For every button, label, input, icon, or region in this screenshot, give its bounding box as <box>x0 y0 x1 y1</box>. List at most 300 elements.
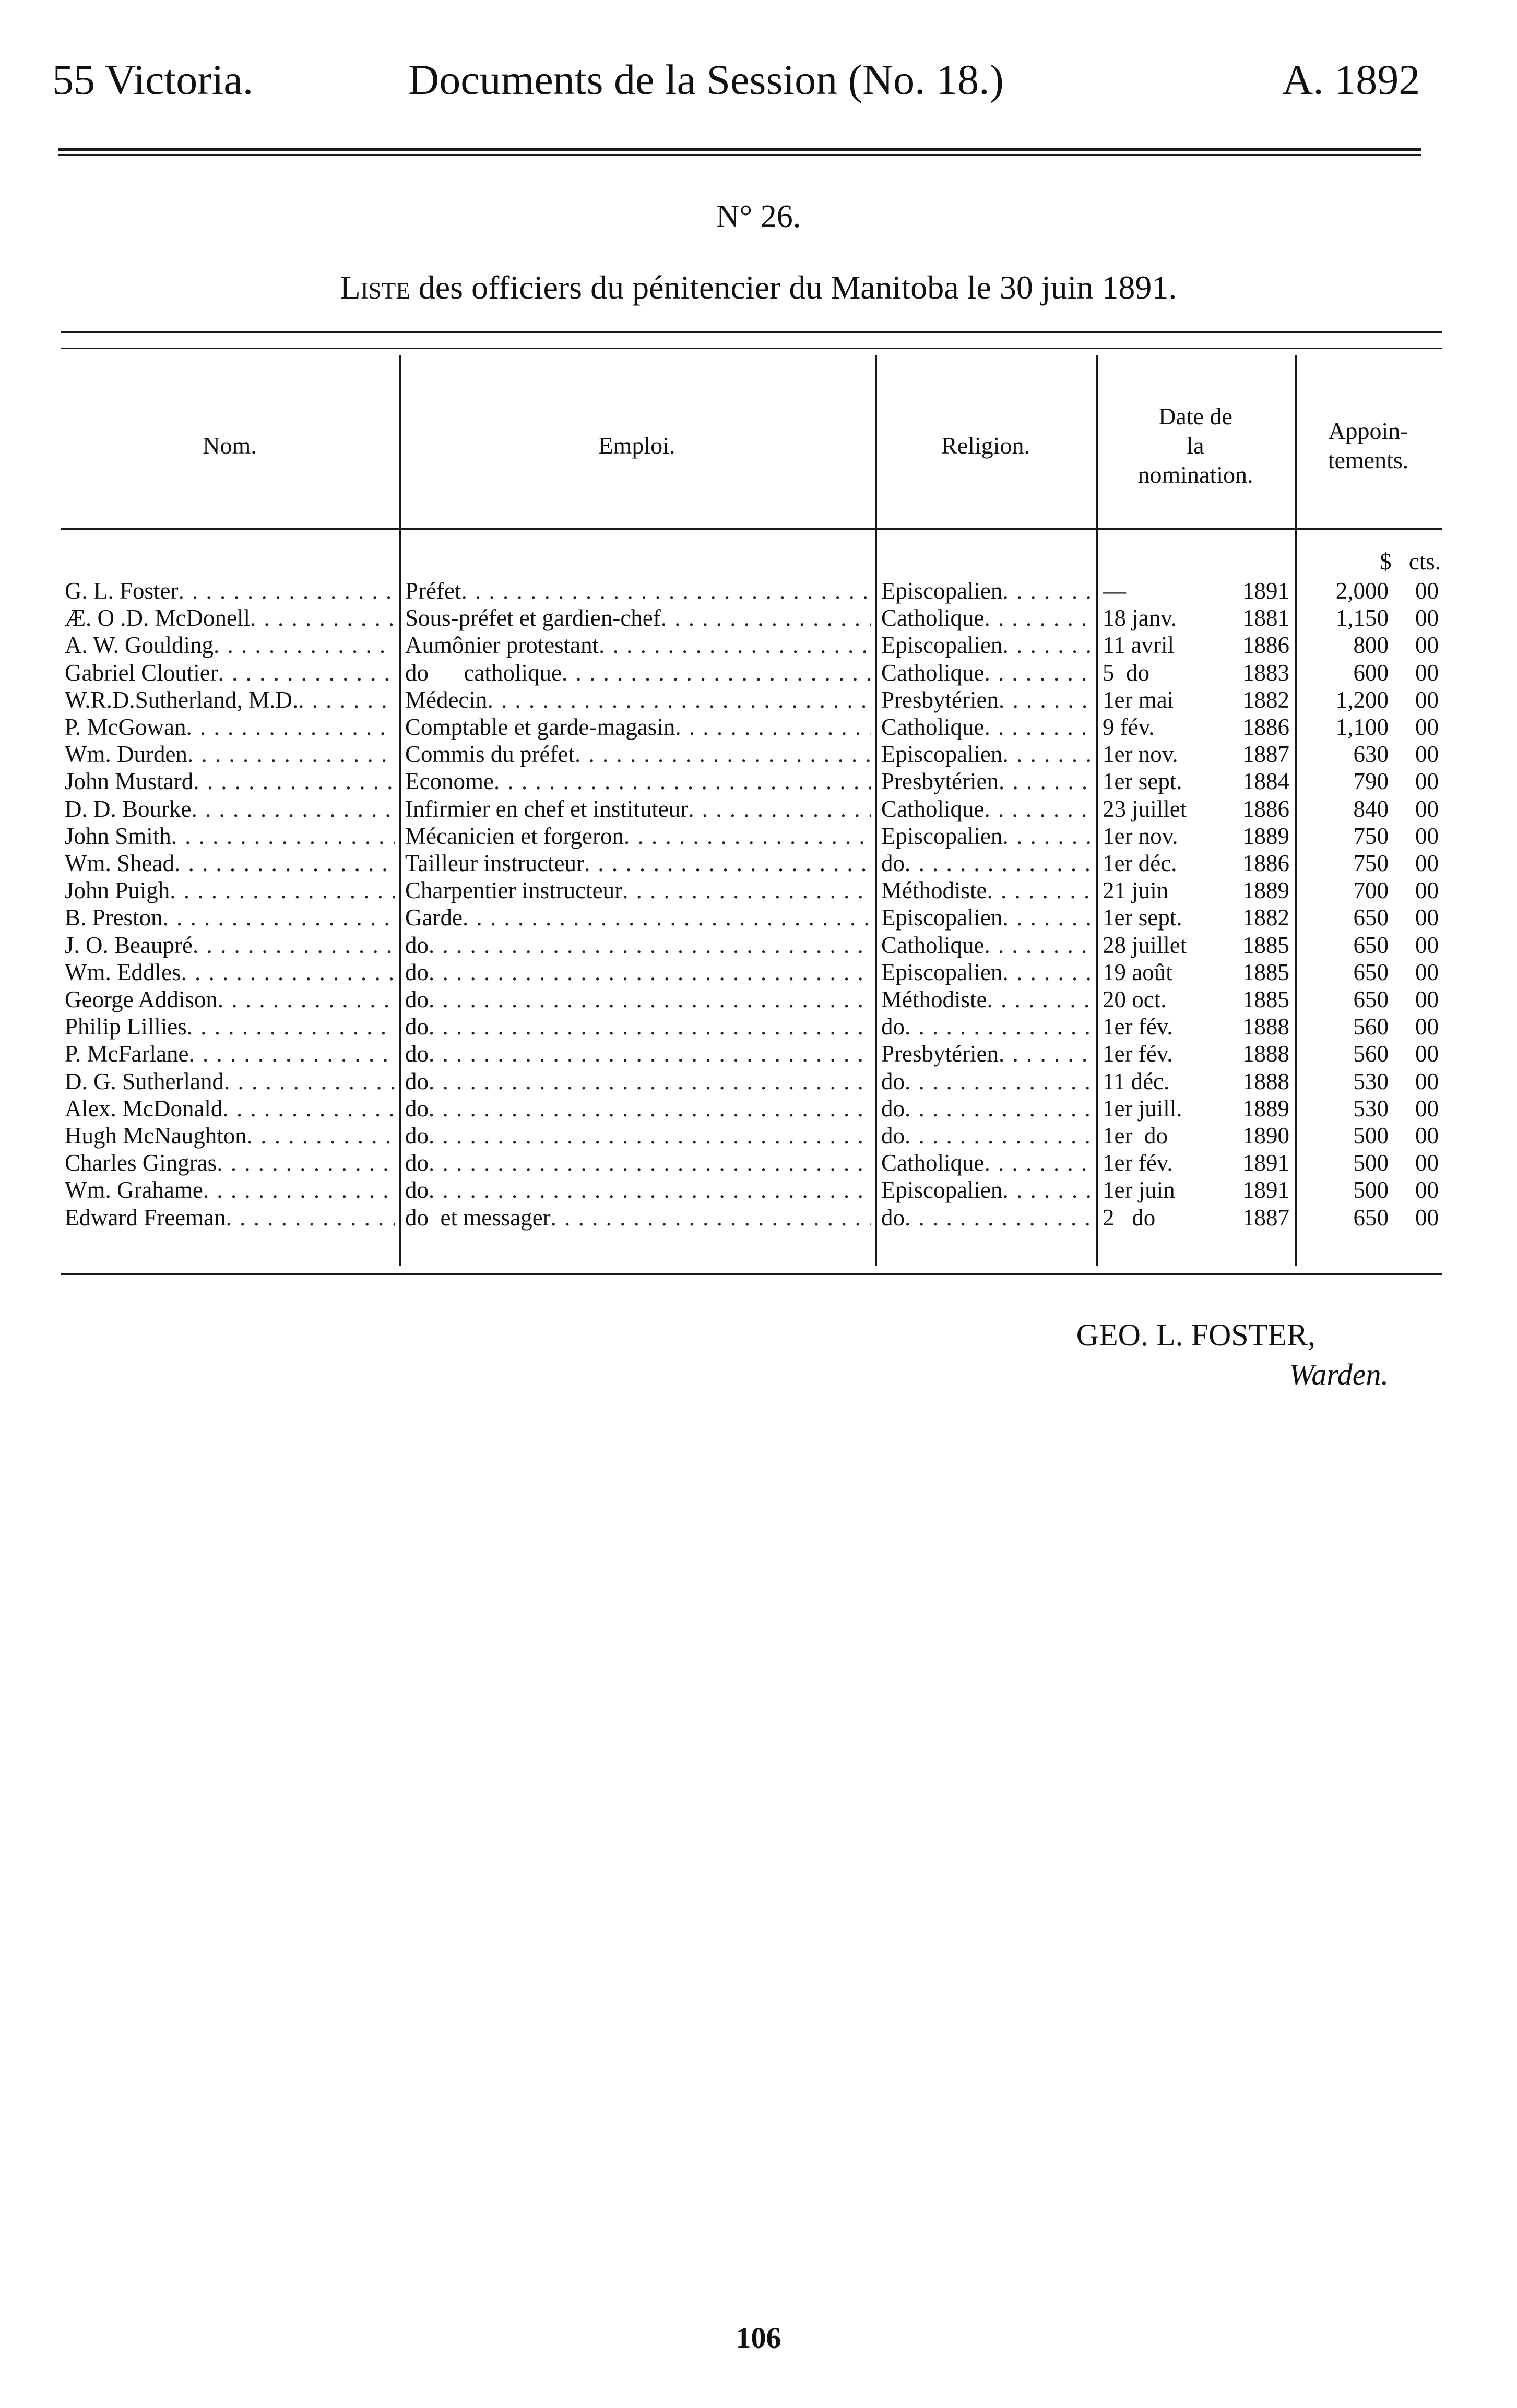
cell-cents: 00 <box>1415 1041 1439 1067</box>
dot-leader <box>905 1013 1092 1040</box>
cell-religion <box>881 850 1092 877</box>
cell-job <box>405 1176 871 1203</box>
cell-cents: 00 <box>1415 768 1439 795</box>
cell-job-text: Mécanicien et forgeron <box>405 822 624 849</box>
table-row <box>0 1040 1517 1067</box>
dot-leader <box>1002 741 1092 768</box>
dot-leader <box>429 1013 871 1040</box>
cell-dollars: 500 <box>1353 1123 1389 1149</box>
cell-cents: 00 <box>1415 605 1439 631</box>
cell-name-text: George Addison <box>65 986 218 1012</box>
cell-date: 2 do <box>1103 1204 1156 1231</box>
dot-leader <box>224 1068 395 1095</box>
cell-religion-text: Catholique <box>881 714 985 740</box>
dot-leader <box>203 1176 395 1203</box>
cell-name-text: Philip Lillies <box>65 1014 187 1040</box>
table-row <box>0 713 1517 741</box>
cell-date: 1er fév. <box>1103 1150 1173 1176</box>
dot-leader <box>429 932 871 959</box>
cell-cents: 00 <box>1415 877 1439 904</box>
cell-name <box>65 1122 395 1149</box>
cell-name <box>65 822 395 850</box>
cell-name <box>65 932 395 959</box>
cell-name <box>65 986 395 1013</box>
cell-name-text: B. Preston <box>65 904 163 931</box>
cell-date: 11 avril <box>1103 632 1175 659</box>
cell-job <box>405 1095 871 1122</box>
cell-cents: 00 <box>1415 714 1439 740</box>
cell-year: 1882 <box>1242 686 1289 713</box>
cell-name-text: G. L. Foster <box>65 578 179 604</box>
cell-cents: 00 <box>1415 686 1439 713</box>
cell-dollars: 600 <box>1353 659 1389 686</box>
column-header-pay-line-2: tements. <box>1328 447 1409 473</box>
cell-cents: 00 <box>1415 795 1439 822</box>
cell-dollars: 840 <box>1353 795 1389 822</box>
table-header-rule <box>61 528 1442 530</box>
header-rule-bottom <box>58 154 1421 156</box>
cell-cents: 00 <box>1415 659 1439 686</box>
cell-job <box>405 604 871 631</box>
cell-job-text: Médecin <box>405 686 488 713</box>
dot-leader <box>1002 577 1092 604</box>
cell-name <box>65 877 395 904</box>
table-row <box>0 850 1517 877</box>
table-rule-top-2 <box>61 348 1442 349</box>
table-row <box>0 768 1517 795</box>
cell-dollars: 650 <box>1353 904 1389 931</box>
cell-cents: 00 <box>1415 959 1439 985</box>
cell-job-text: do et messager <box>405 1204 551 1231</box>
cell-job-text: do <box>405 1177 429 1203</box>
dot-leader <box>688 795 871 822</box>
cell-name <box>65 659 395 686</box>
cell-year: 1886 <box>1242 632 1289 659</box>
dot-leader <box>429 986 871 1013</box>
cell-job <box>405 631 871 659</box>
cell-name <box>65 1068 395 1095</box>
cell-job <box>405 713 871 741</box>
dot-leader <box>250 604 395 631</box>
cell-job-text: do <box>405 1095 429 1122</box>
cell-year: 1885 <box>1242 986 1289 1012</box>
dot-leader <box>463 904 871 931</box>
table-row <box>0 932 1517 959</box>
cell-dollars: 560 <box>1353 1014 1389 1040</box>
cell-name <box>65 768 395 795</box>
cell-year: 1881 <box>1242 605 1289 631</box>
table-row <box>0 1068 1517 1095</box>
cell-cents: 00 <box>1415 1204 1439 1231</box>
cell-dollars: 630 <box>1353 741 1389 768</box>
dot-leader <box>584 850 871 877</box>
dot-leader <box>999 768 1092 795</box>
cell-dollars: 650 <box>1353 959 1389 985</box>
dot-leader <box>214 631 395 659</box>
cell-job <box>405 795 871 822</box>
dot-leader <box>429 1149 871 1176</box>
cell-name-text: Wm. Eddles <box>65 959 181 985</box>
cell-cents: 00 <box>1415 1095 1439 1122</box>
table-row <box>0 577 1517 604</box>
cell-job <box>405 741 871 768</box>
table-row <box>0 822 1517 850</box>
dot-leader <box>1002 631 1092 659</box>
dot-leader <box>222 1095 395 1122</box>
cell-dollars: 650 <box>1353 986 1389 1012</box>
table-row <box>0 959 1517 986</box>
cell-name <box>65 1013 395 1040</box>
cell-religion-text: Episcopalien <box>881 822 1003 849</box>
cell-date: 1er nov. <box>1103 822 1178 849</box>
cell-name <box>65 1040 395 1067</box>
cell-name-text: Charles Gingras <box>65 1150 217 1176</box>
table-row <box>0 986 1517 1013</box>
table-row <box>0 659 1517 686</box>
cell-religion-text: do <box>881 1123 905 1149</box>
cell-date: 1er nov. <box>1103 741 1178 768</box>
cell-religion-text: Catholique <box>881 659 985 686</box>
dot-leader <box>984 1149 1092 1176</box>
table-row <box>0 604 1517 631</box>
dot-leader <box>429 1068 871 1095</box>
column-header-religion: Religion. <box>941 432 1030 459</box>
cell-job <box>405 1068 871 1095</box>
document-title <box>0 268 1517 307</box>
dot-leader <box>551 1204 871 1231</box>
cell-name-text: D. G. Sutherland <box>65 1068 224 1094</box>
dot-leader <box>905 1095 1092 1122</box>
header-session: 55 Victoria. <box>52 56 254 103</box>
document-number: N° 26. <box>716 199 801 234</box>
cell-religion <box>881 959 1092 986</box>
cell-job <box>405 986 871 1013</box>
cell-cents: 00 <box>1415 1068 1439 1094</box>
table-row <box>0 795 1517 822</box>
cell-date: 1er mai <box>1103 686 1174 713</box>
cell-job-text: Garde <box>405 904 463 931</box>
dot-leader <box>429 1040 871 1067</box>
dot-leader <box>170 877 395 904</box>
cell-religion-text: Presbytérien <box>881 686 999 713</box>
cell-job-text: Aumônier protestant <box>405 632 599 659</box>
dot-leader <box>429 1095 871 1122</box>
cell-name-text: John Smith <box>65 822 171 849</box>
cell-religion <box>881 904 1092 931</box>
column-header-name: Nom. <box>203 432 257 459</box>
cell-name-text: Alex. McDonald <box>65 1095 223 1122</box>
cell-religion-text: do <box>881 1014 905 1040</box>
cell-date: 1er juin <box>1103 1177 1175 1203</box>
cell-dollars: 2,000 <box>1335 578 1389 604</box>
cell-dollars: 1,150 <box>1335 605 1389 631</box>
cell-job-text: do <box>405 1014 429 1040</box>
cell-job <box>405 577 871 604</box>
cell-name-text: Wm. Grahame <box>65 1177 203 1203</box>
cell-dollars: 560 <box>1353 1041 1389 1067</box>
dot-leader <box>188 1040 395 1067</box>
dot-leader <box>174 850 395 877</box>
cell-job <box>405 904 871 931</box>
cell-name-text: P. McFarlane <box>65 1041 189 1067</box>
cell-religion-text: Catholique <box>881 932 985 958</box>
dot-leader <box>675 713 871 741</box>
cell-religion <box>881 795 1092 822</box>
cell-date: 23 juillet <box>1103 795 1187 822</box>
cell-dollars: 1,100 <box>1335 714 1389 740</box>
cell-name-text: A. W. Goulding <box>65 632 214 659</box>
cell-cents: 00 <box>1415 578 1439 604</box>
cell-year: 1887 <box>1242 1204 1289 1231</box>
cell-date: 18 janv. <box>1103 605 1177 631</box>
header-documents: Documents de la Session (No. 18.) <box>408 56 1004 103</box>
dot-leader <box>1002 1176 1092 1203</box>
cell-date: 9 fév. <box>1103 714 1155 740</box>
dot-leader <box>984 713 1092 741</box>
cell-name-text: P. McGowan <box>65 714 186 740</box>
cell-date: 1er déc. <box>1103 850 1177 876</box>
cell-religion <box>881 877 1092 904</box>
cell-date: 1er sept. <box>1103 904 1182 931</box>
column-header-date-line-3: nomination. <box>1137 461 1253 488</box>
dot-leader <box>218 986 395 1013</box>
dot-leader <box>187 741 395 768</box>
dot-leader <box>622 877 871 904</box>
cell-dollars: 700 <box>1353 877 1389 904</box>
cell-religion <box>881 1122 1092 1149</box>
cell-dollars: 530 <box>1353 1068 1389 1094</box>
cell-religion <box>881 768 1092 795</box>
cell-dollars: 530 <box>1353 1095 1389 1122</box>
cell-job <box>405 1122 871 1149</box>
cell-name <box>65 1176 395 1203</box>
cell-date: 1er fév. <box>1103 1041 1173 1067</box>
cell-name <box>65 959 395 986</box>
cell-religion-text: Catholique <box>881 795 985 822</box>
cell-year: 1891 <box>1242 578 1289 604</box>
cell-religion <box>881 822 1092 850</box>
dot-leader <box>984 604 1092 631</box>
dot-leader <box>171 822 395 850</box>
cell-cents: 00 <box>1415 904 1439 931</box>
cell-date: 5 do <box>1103 659 1149 686</box>
cell-job-text: Econome <box>405 768 494 795</box>
cell-dollars: 790 <box>1353 768 1389 795</box>
cell-dollars: 800 <box>1353 632 1389 659</box>
cell-date: 11 déc. <box>1103 1068 1170 1094</box>
dot-leader <box>984 659 1092 686</box>
cell-date: 28 juillet <box>1103 932 1187 958</box>
cell-cents: 00 <box>1415 741 1439 768</box>
cell-year: 1888 <box>1242 1041 1289 1067</box>
cell-year: 1886 <box>1242 795 1289 822</box>
cell-religion-text: Presbytérien <box>881 768 999 795</box>
cell-job-text: Charpentier instructeur <box>405 877 623 904</box>
dot-leader <box>905 1068 1092 1095</box>
cell-cents: 00 <box>1415 986 1439 1012</box>
cell-religion-text: Episcopalien <box>881 959 1003 985</box>
cell-year: 1887 <box>1242 741 1289 768</box>
dot-leader <box>987 986 1092 1013</box>
cell-year: 1884 <box>1242 768 1289 795</box>
dot-leader <box>191 795 395 822</box>
cell-year: 1886 <box>1242 714 1289 740</box>
dot-leader <box>1002 822 1092 850</box>
column-header-job: Emploi. <box>598 432 675 459</box>
cell-name-text: John Mustard <box>65 768 194 795</box>
table-row <box>0 1122 1517 1149</box>
title-lead-word: Liste <box>340 269 410 306</box>
cell-religion-text: Méthodiste <box>881 986 987 1012</box>
cell-name <box>65 1149 395 1176</box>
cell-name <box>65 904 395 931</box>
dot-leader <box>987 877 1092 904</box>
cell-religion <box>881 577 1092 604</box>
cell-name <box>65 850 395 877</box>
dot-leader <box>494 768 871 795</box>
cell-job-text: do <box>405 1150 429 1176</box>
table-row <box>0 741 1517 768</box>
cell-year: 1883 <box>1242 659 1289 686</box>
cell-year: 1889 <box>1242 877 1289 904</box>
dot-leader <box>247 1122 395 1149</box>
cell-job-text: do <box>405 932 429 958</box>
column-header-date-line-1: Date de <box>1158 403 1232 430</box>
cell-religion <box>881 1204 1092 1231</box>
cell-religion-text: do <box>881 850 905 876</box>
dot-leader <box>179 577 395 604</box>
cell-name-text: John Puigh <box>65 877 170 904</box>
cell-religion <box>881 1176 1092 1203</box>
table-rule-top-1 <box>61 331 1442 333</box>
dot-leader <box>193 932 395 959</box>
cell-year: 1891 <box>1242 1150 1289 1176</box>
table-row <box>0 631 1517 659</box>
cell-dollars: 500 <box>1353 1177 1389 1203</box>
signature-role: Warden. <box>1289 1357 1389 1391</box>
cell-job-text: Infirmier en chef et instituteur <box>405 795 689 822</box>
cell-job <box>405 1013 871 1040</box>
column-header-pay-line-1: Appoin- <box>1328 418 1408 444</box>
dot-leader <box>186 713 395 741</box>
cell-job <box>405 822 871 850</box>
cell-religion <box>881 1013 1092 1040</box>
cell-religion <box>881 1149 1092 1176</box>
cell-year: 1889 <box>1242 822 1289 849</box>
cell-religion-text: Presbytérien <box>881 1041 999 1067</box>
cell-religion-text: Episcopalien <box>881 904 1003 931</box>
cell-year: 1890 <box>1242 1123 1289 1149</box>
cell-name <box>65 577 395 604</box>
dot-leader <box>1002 904 1092 931</box>
cell-job-text: Comptable et garde-magasin <box>405 714 675 740</box>
table-row <box>0 904 1517 931</box>
cell-religion-text: Episcopalien <box>881 578 1003 604</box>
dot-leader <box>429 1122 871 1149</box>
cell-job <box>405 850 871 877</box>
cell-name-text: Wm. Shead <box>65 850 174 876</box>
dot-leader <box>999 686 1092 713</box>
dot-leader <box>298 686 395 713</box>
currency-unit: $ cts. <box>1380 549 1441 575</box>
table-row <box>0 1095 1517 1122</box>
cell-religion <box>881 1068 1092 1095</box>
cell-dollars: 1,200 <box>1335 686 1389 713</box>
dot-leader <box>984 795 1092 822</box>
dot-leader <box>1002 959 1092 986</box>
cell-religion-text: Episcopalien <box>881 1177 1003 1203</box>
cell-name-text: W.R.D.Sutherland, M.D. <box>65 686 299 713</box>
dot-leader <box>217 1149 395 1176</box>
column-header-date <box>1096 402 1295 490</box>
cell-religion <box>881 1040 1092 1067</box>
cell-cents: 00 <box>1415 1150 1439 1176</box>
cell-year: 1885 <box>1242 959 1289 985</box>
dot-leader <box>429 959 871 986</box>
cell-religion <box>881 741 1092 768</box>
dot-leader <box>461 577 871 604</box>
dot-leader <box>905 850 1092 877</box>
dot-leader <box>984 932 1092 959</box>
cell-cents: 00 <box>1415 1014 1439 1040</box>
cell-religion-text: do <box>881 1204 905 1231</box>
cell-date: 19 août <box>1103 959 1172 985</box>
cell-name <box>65 631 395 659</box>
cell-job-text: do <box>405 1123 429 1149</box>
cell-dollars: 750 <box>1353 822 1389 849</box>
cell-name-text: Hugh McNaughton <box>65 1123 247 1149</box>
cell-dollars: 750 <box>1353 850 1389 876</box>
cell-cents: 00 <box>1415 932 1439 958</box>
cell-job-text: do <box>405 1068 429 1094</box>
cell-job-text: do catholique <box>405 659 562 686</box>
dot-leader <box>163 904 395 931</box>
cell-name <box>65 713 395 741</box>
cell-dollars: 650 <box>1353 1204 1389 1231</box>
dot-leader <box>429 1176 871 1203</box>
column-header-date-line-2: la <box>1187 432 1204 459</box>
cell-year: 1891 <box>1242 1177 1289 1203</box>
cell-name-text: Æ. O .D. McDonell <box>65 605 250 631</box>
dot-leader <box>575 741 871 768</box>
title-text: des officiers du pénitencier du Manitoba le 30 juin 1891. <box>410 269 1177 306</box>
dot-leader <box>905 1122 1092 1149</box>
cell-date: 1er juill. <box>1103 1095 1182 1122</box>
table-row <box>0 686 1517 713</box>
cell-job-text: Tailleur instructeur <box>405 850 584 876</box>
cell-job <box>405 932 871 959</box>
cell-cents: 00 <box>1415 632 1439 659</box>
cell-religion-text: Episcopalien <box>881 741 1003 768</box>
cell-dollars: 500 <box>1353 1150 1389 1176</box>
cell-religion-text: Catholique <box>881 605 985 631</box>
cell-religion <box>881 604 1092 631</box>
dot-leader <box>187 1013 395 1040</box>
cell-job-text: Commis du préfet <box>405 741 575 768</box>
cell-name-text: Wm. Durden <box>65 741 187 768</box>
cell-job-text: Préfet <box>405 578 461 604</box>
cell-year: 1882 <box>1242 904 1289 931</box>
dot-leader <box>487 686 871 713</box>
cell-religion <box>881 932 1092 959</box>
cell-job-text: do <box>405 1041 429 1067</box>
table-row <box>0 1204 1517 1231</box>
cell-job <box>405 1040 871 1067</box>
dot-leader <box>599 631 871 659</box>
cell-date: — <box>1103 578 1126 604</box>
cell-job <box>405 686 871 713</box>
cell-religion <box>881 1095 1092 1122</box>
